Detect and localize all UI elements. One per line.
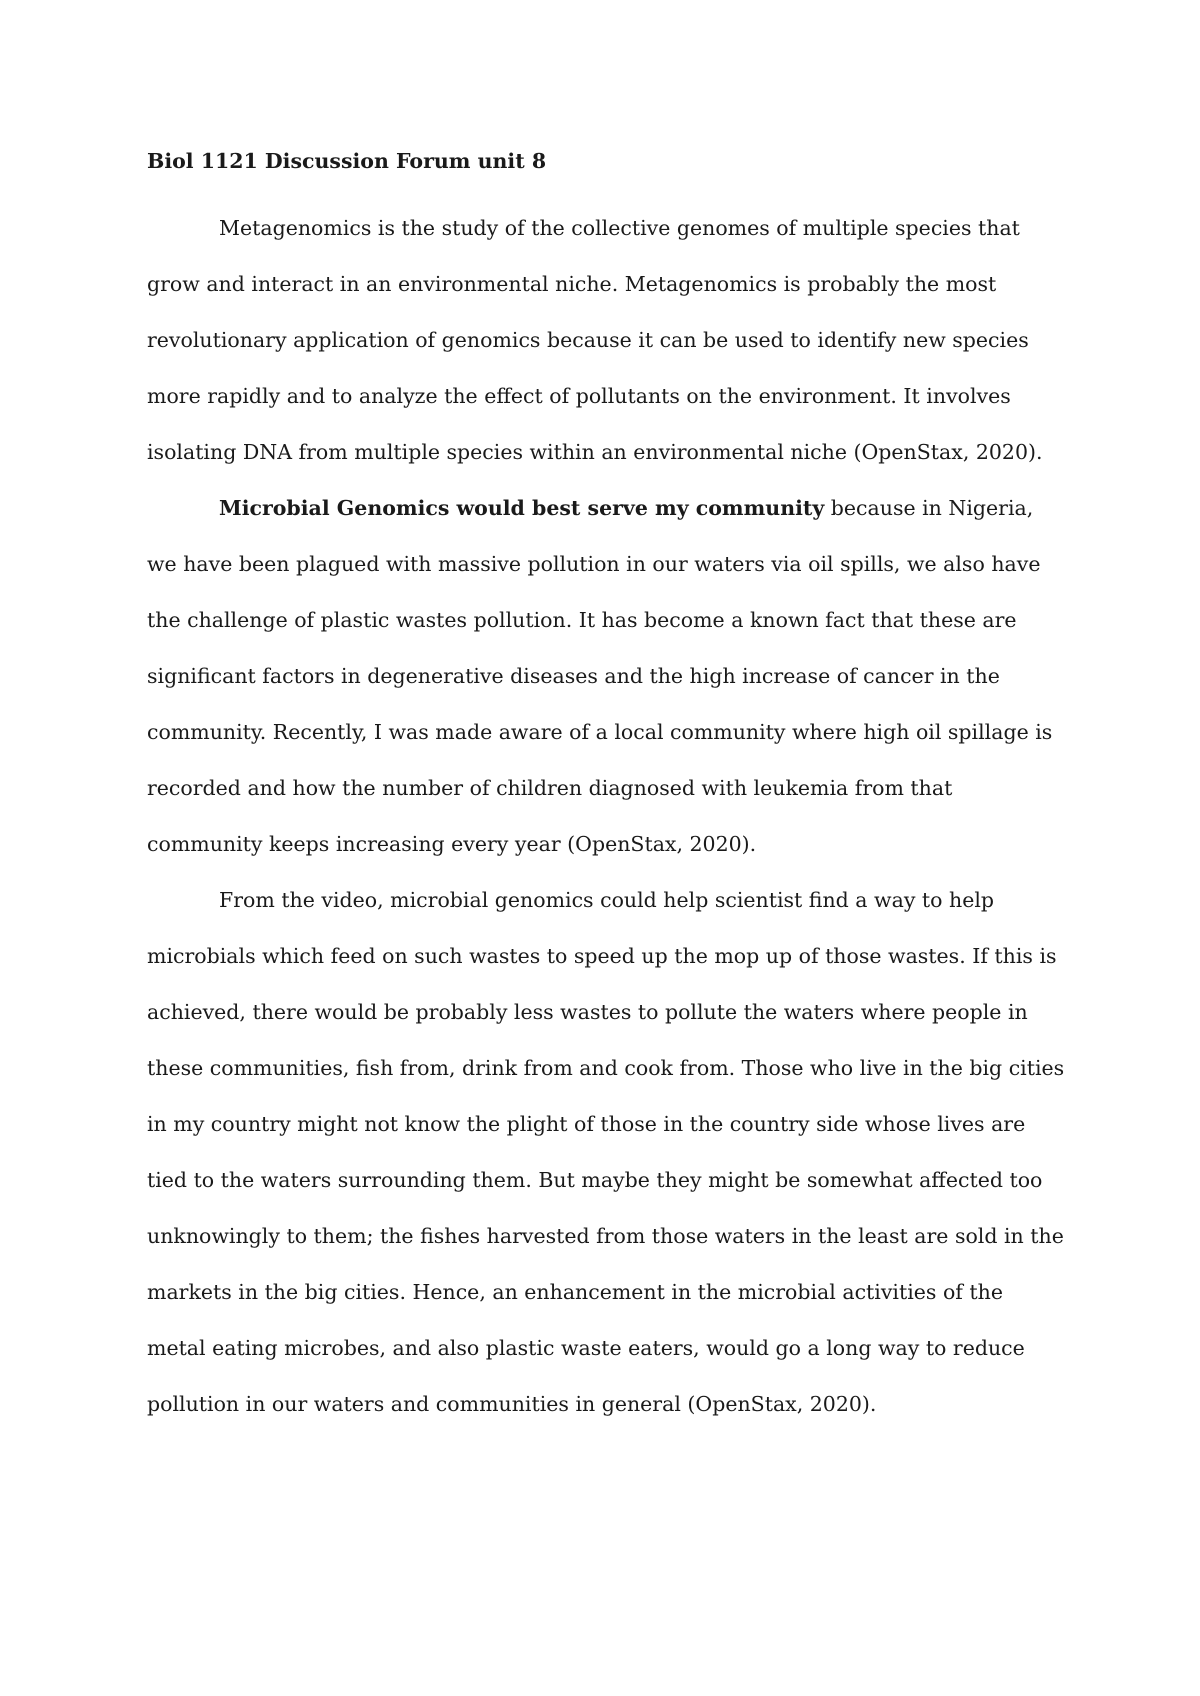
paragraph-text: Metagenomics is the study of the collective genomes of multiple species that grow and interact in an environmental niche. Metagenomics is probably the most revolutionary application of genomics because it can be used to identify new species more rapidly and to analyze the effect of pollutants on the environment. It involves isolating DNA from multiple species within an environmental niche (OpenStax, 2020). <box>147 216 1043 464</box>
paragraph-video <box>147 872 1067 1432</box>
paragraph-text: because in Nigeria, we have been plagued with massive pollution in our waters via oil spills, we also have the challenge of plastic wastes pollution. It has become a known fact that these are significant factors in degenerative diseases and the high increase of cancer in the community. Recently, I was made aware of a local community where high oil spillage is recorded and how the number of children diagnosed with leukemia from that community keeps increasing every year (OpenStax, 2020). <box>147 496 1053 856</box>
document-body <box>147 146 1067 1432</box>
document-title: Biol 1121 Discussion Forum unit 8 <box>147 149 547 173</box>
paragraph-microbial-genomics <box>147 480 1067 872</box>
paragraph-text: From the video, microbial genomics could help scientist find a way to help microbials which feed on such wastes to speed up the mop up of those wastes. If this is achieved, there would be probably less wastes to pollute the waters where people in these communities, fish from, drink from and cook from. Those who live in the big cities in my country might not know the plight of those in the country side whose lives are tied to the waters surrounding them. But maybe they might be somewhat affected too unknowingly to them; the fishes harvested from those waters in the least are sold in the markets in the big cities. Hence, an enhancement in the microbial activities of the metal eating microbes, and also plastic waste eaters, would go a long way to reduce pollution in our waters and communities in general (OpenStax, 2020). <box>147 888 1065 1416</box>
paragraph-metagenomics <box>147 200 1067 480</box>
paragraph-lead-bold: Microbial Genomics would best serve my community <box>219 496 825 520</box>
